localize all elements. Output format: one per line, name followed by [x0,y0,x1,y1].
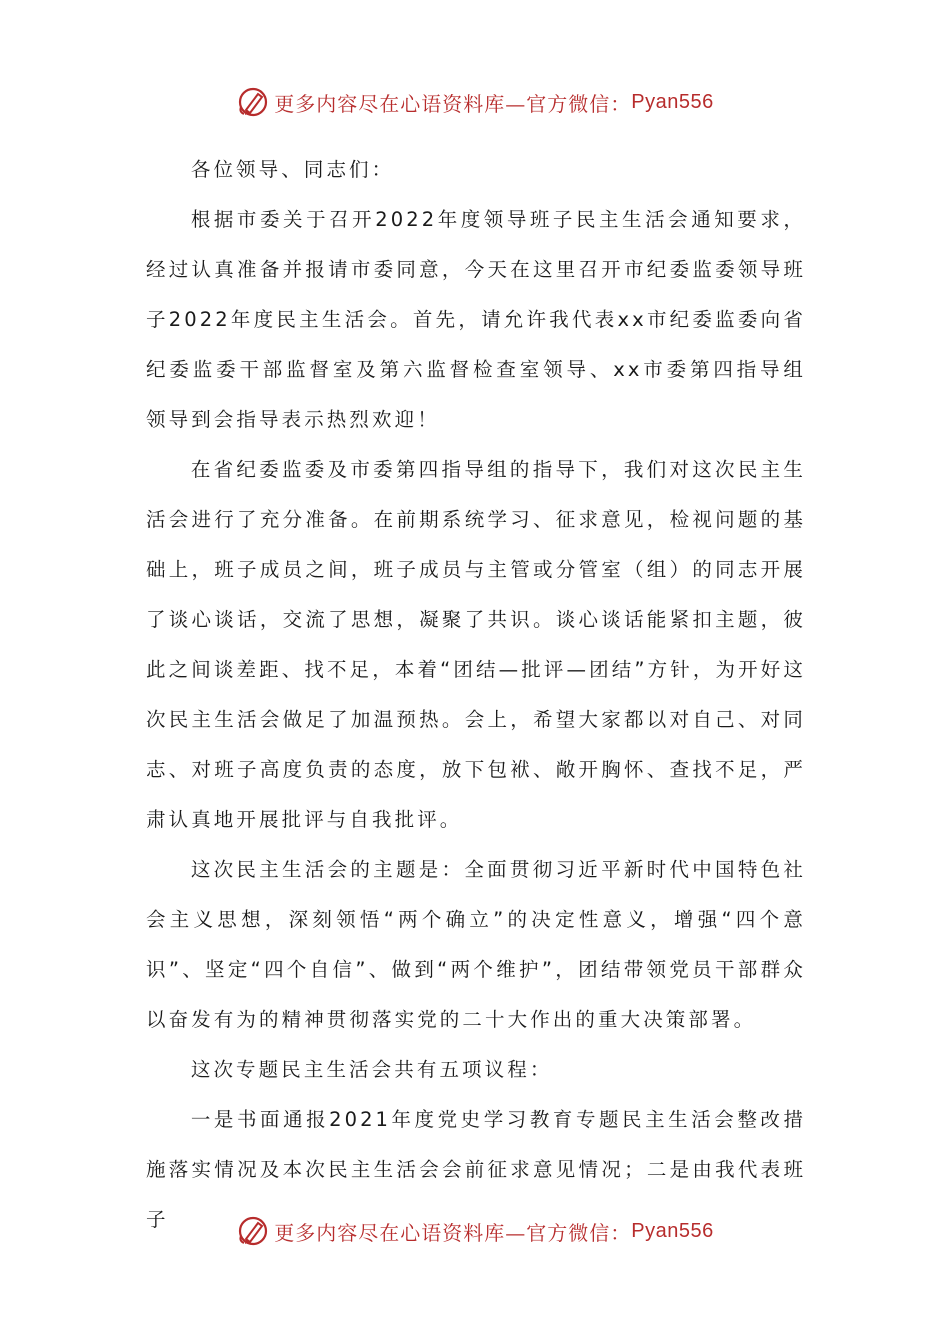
paragraph-greeting: 各位领导、同志们： [190,158,395,181]
paragraph-preparation: 在省纪委监委及市委第四指导组的指导下，我们对这次民主生活会进行了充分准备。在前期系统学习、征求意见，检视问题的基础上，班子成员之间，班子成员与主管或分管室（组）的同志开展了谈心谈话，交流了思想，凝聚了共识。谈心谈话能紧扣主题，彼此之间谈差距、找不足，本着“团结—批评—团结”方针，为开好这次民主生活会做足了加温预热。会上，希望大家都以对自己、对同志、对班子高度负责的态度，放下包袱、敞开胸怀、查找不足，严肃认真地开展批评与自我批评。 [146,458,806,831]
pen-logo-icon [236,1214,270,1248]
footer-wechat-id: Pyan556 [631,1219,714,1242]
paragraph-theme: 这次民主生活会的主题是：全面贯彻习近平新时代中国特色社会主义思想，深刻领悟“两个确立”的决定性意义，增强“四个意识”、坚定“四个自信”、做到“两个维护”，团结带领党员干部群众以奋发有为的精神贯彻落实党的二十大作出的重大决策部署。 [146,858,806,1031]
pen-logo-icon [236,85,270,119]
footer-banner [0,1211,950,1251]
header-banner-text: 更多内容尽在心语资料库—官方微信： [274,91,632,116]
paragraph-agenda-intro: 这次专题民主生活会共有五项议程： [190,1058,553,1081]
paragraph-agenda-items: 一是书面通报2021年度党史学习教育专题民主生活会整改措施落实情况及本次民主生活会会前征求意见情况；二是由我代表班子 [146,1108,806,1231]
paragraph-opening: 根据市委关于召开2022年度领导班子民主生活会通知要求，经过认真准备并报请市委同意，今天在这里召开市纪委监委领导班子2022年度民主生活会。首先，请允许我代表xx市纪委监委向省纪委监委干部监督室及第六监督检查室领导、xx市委第四指导组领导到会指导表示热烈欢迎！ [146,208,806,431]
document-body [146,145,806,1245]
header-banner [0,82,950,122]
footer-banner-text: 更多内容尽在心语资料库—官方微信： [274,1220,632,1245]
header-wechat-id: Pyan556 [631,90,714,113]
